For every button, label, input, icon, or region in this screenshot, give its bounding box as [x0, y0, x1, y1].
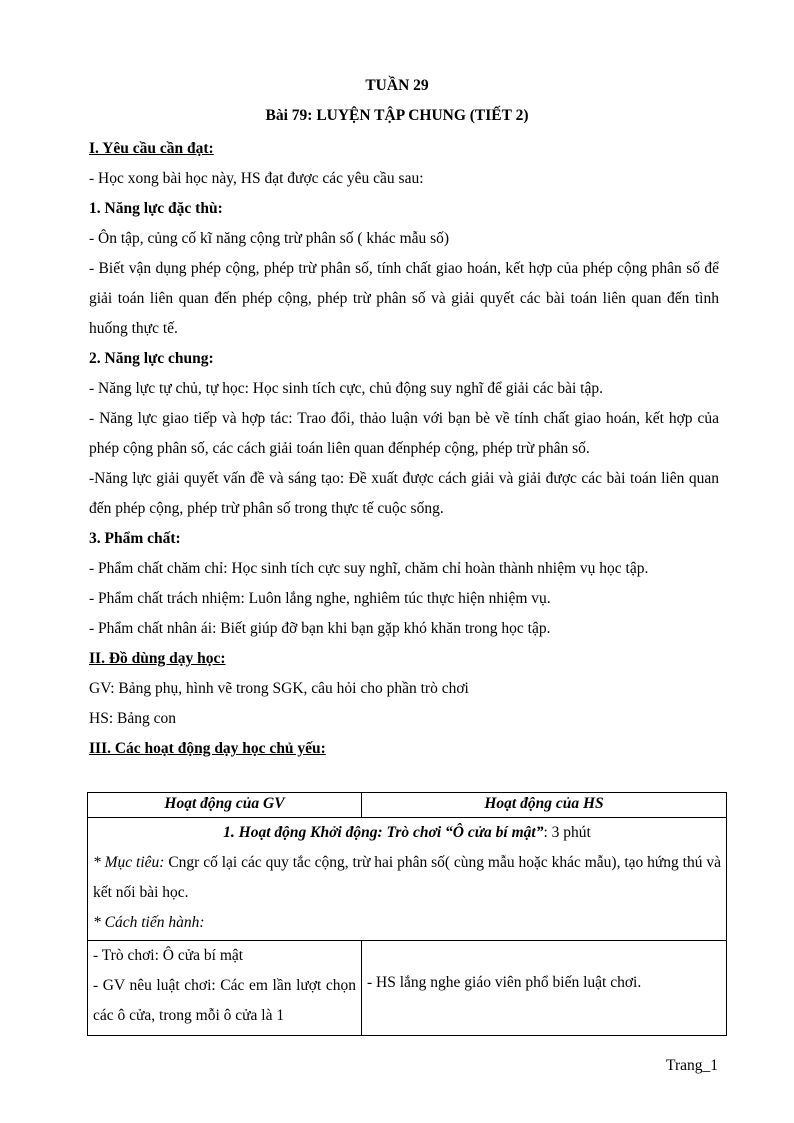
activity-step-row: [88, 941, 727, 1036]
col-hs-header: Hoạt động của HS: [362, 793, 727, 818]
section1-intro: - Học xong bài học này, HS đạt được các yêu cầu sau:: [89, 170, 424, 187]
document-body: [89, 134, 719, 764]
sub2-item: - Năng lực tự chủ, tự học: Học sinh tích cực, chủ động suy nghĩ để giải các bài tập.: [89, 380, 603, 397]
section3-heading: III. Các hoạt động dạy học chủ yếu:: [89, 740, 326, 757]
activity-time: : 3 phút: [543, 824, 591, 841]
activities-table: [87, 792, 727, 1036]
method-label: * Cách tiến hành:: [93, 914, 205, 931]
sub2-item: -Năng lực giải quyết vấn đề và sáng tạo: Đề xuất được cách giải và giải được các bài toán liên quan đến phép cộng, phép trừ phân số trong thực tế cuộc sống.: [89, 470, 719, 517]
activity-goal: [93, 848, 721, 908]
activity-title: [93, 818, 721, 848]
section2-heading: II. Đồ dùng dạy học:: [89, 650, 226, 667]
sub1-heading: 1. Năng lực đặc thù:: [89, 200, 223, 217]
activity-info-row: [88, 818, 727, 941]
hs-line: - HS lắng nghe giáo viên phổ biến luật chơi.: [367, 974, 642, 991]
sub3-item: - Phẩm chất nhân ái: Biết giúp đỡ bạn khi bạn gặp khó khăn trong học tập.: [89, 620, 551, 637]
hs-cell: [362, 941, 727, 1036]
sub2-item: - Năng lực giao tiếp và hợp tác: Trao đổi, thảo luận với bạn bè về tính chất giao hoán, kết hợp của phép cộng phân số, các cách giải toán liên quan đếnphép cộng, phép trừ phân số.: [89, 410, 719, 457]
sub3-heading: 3. Phẩm chất:: [89, 530, 181, 547]
sub1-item: - Ôn tập, củng cố kĩ năng cộng trừ phân số ( khác mẫu số): [89, 230, 450, 247]
activity-info-cell: [88, 818, 727, 941]
sub1-item: - Biết vận dụng phép cộng, phép trừ phân số, tính chất giao hoán, kết hợp của phép cộng phân số để giải toán liên quan đến phép cộng, phép trừ phân số và giải quyết các bài toán liên quan đến tình huống thực tế.: [89, 260, 719, 337]
activity-title-text: 1. Hoạt động Khởi động: Trò chơi “Ô cửa bí mật”: [223, 824, 544, 841]
col-gv-header: Hoạt động của GV: [88, 793, 362, 818]
gv-cell: [88, 941, 362, 1036]
gv-line: - GV nêu luật chơi: Các em lần lượt chọn các ô cửa, trong mỗi ô cửa là 1: [93, 977, 356, 1024]
sub3-item: - Phẩm chất chăm chỉ: Học sinh tích cực suy nghĩ, chăm chỉ hoàn thành nhiệm vụ học tập.: [89, 560, 649, 577]
week-title: TUẦN 29: [365, 77, 429, 94]
table-header-row: [88, 793, 727, 818]
goal-label: * Mục tiêu:: [93, 854, 165, 871]
page-number: Trang_1: [666, 1057, 718, 1074]
section2-hs: HS: Bảng con: [89, 710, 176, 727]
section2-gv: GV: Bảng phụ, hình vẽ trong SGK, câu hỏi cho phần trò chơi: [89, 680, 469, 697]
sub2-heading: 2. Năng lực chung:: [89, 350, 214, 367]
gv-line: - Trò chơi: Ô cửa bí mật: [93, 947, 244, 964]
lesson-title: Bài 79: LUYỆN TẬP CHUNG (TIẾT 2): [265, 107, 529, 124]
section1-heading: I. Yêu cầu cần đạt:: [89, 140, 214, 157]
goal-text: Cngr cố lại các quy tắc cộng, trừ hai phân số( cùng mẫu hoặc khác mẫu), tạo hứng thú và kết nối bài học.: [93, 854, 721, 901]
sub3-item: - Phẩm chất trách nhiệm: Luôn lắng nghe, nghiêm túc thực hiện nhiệm vụ.: [89, 590, 551, 607]
